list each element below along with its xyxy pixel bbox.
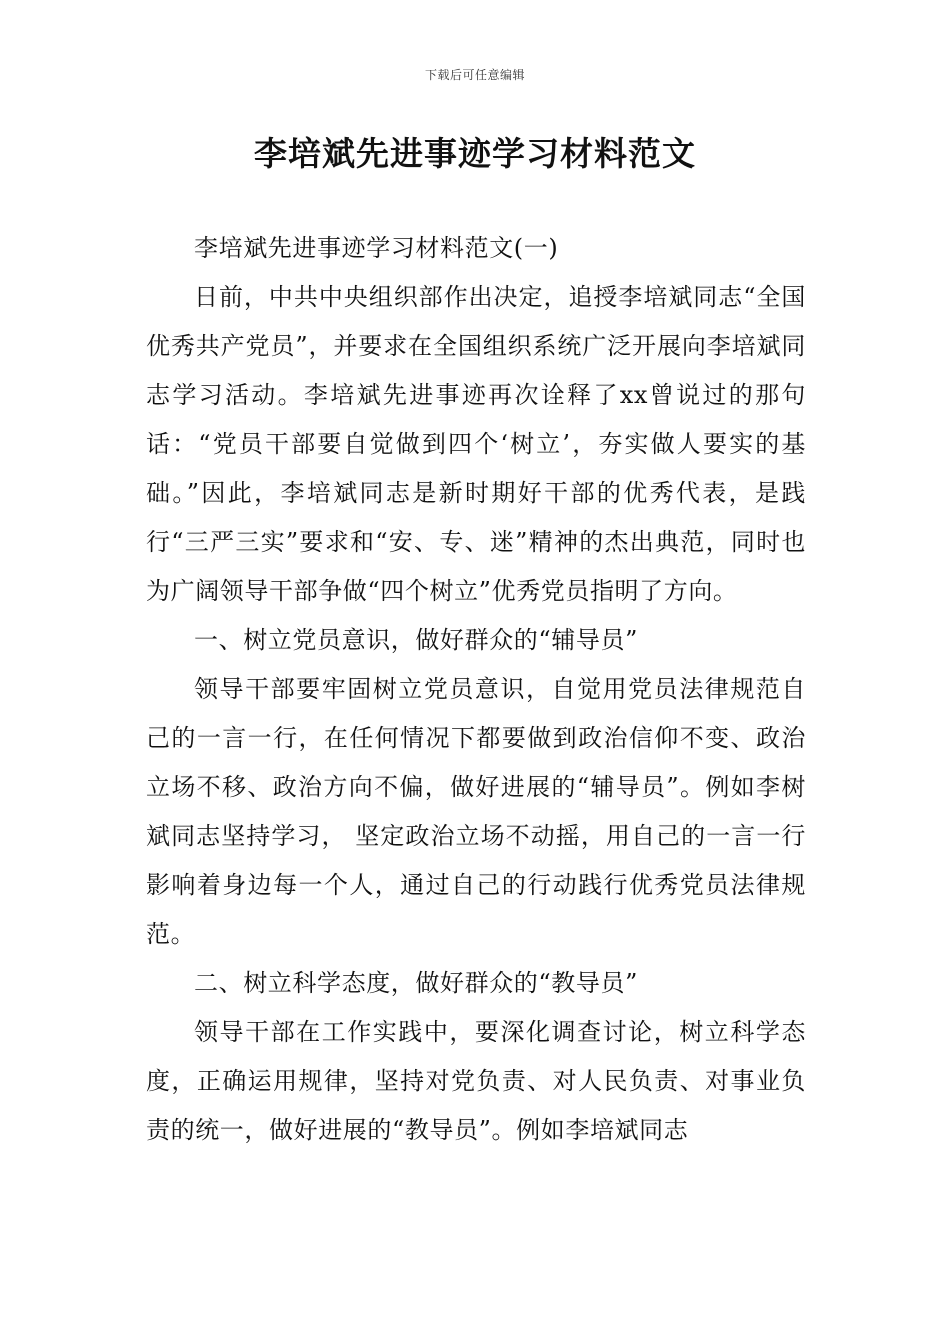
section-1-paragraph: 领导干部要牢固树立党员意识，自觉用党员法律规范自己的一言一行，在任何情况下都要做到政治信仰不变、政治立场不移、政治方向不偏，做好进展的“辅导员”。例如李树斌同志坚持学习， 坚定政治立场不动摇，用自己的一言一行影响着身边每一个人，通过自己的行动践行优秀党员法律规范。 (146, 675, 806, 948)
document-body (146, 224, 806, 1155)
section-heading-1: 一、树立党员意识，做好群众的“辅导员” (194, 626, 638, 654)
section-2-paragraph: 领导干部在工作实践中，要深化调查讨论，树立科学态度，正确运用规律，坚持对党负责、对人民负责、对事业负责的统一，做好进展的“教导员”。例如李培斌同志 (146, 1018, 806, 1144)
intro-paragraph: 日前，中共中央组织部作出决定，追授李培斌同志“全国优秀共产党员”，并要求在全国组织系统广泛开展向李培斌同志学习活动。李培斌先进事迹再次诠释了xx曾说过的那句话：“党员干部要自觉做到四个‘树立’，夯实做人要实的基础。”因此，李培斌同志是新时期好干部的优秀代表，是践行“三严三实”要求和“安、专、迷”精神的杰出典范，同时也为广阔领导干部争做“四个树立”优秀党员指明了方向。 (146, 283, 806, 605)
document-title: 李培斌先进事迹学习材料范文 (254, 134, 696, 173)
section-heading-2: 二、树立科学态度，做好群众的“教导员” (194, 969, 638, 997)
header-note: 下载后可任意编辑 (424, 68, 525, 82)
subtitle-paragraph: 李培斌先进事迹学习材料范文(一) (194, 234, 559, 262)
